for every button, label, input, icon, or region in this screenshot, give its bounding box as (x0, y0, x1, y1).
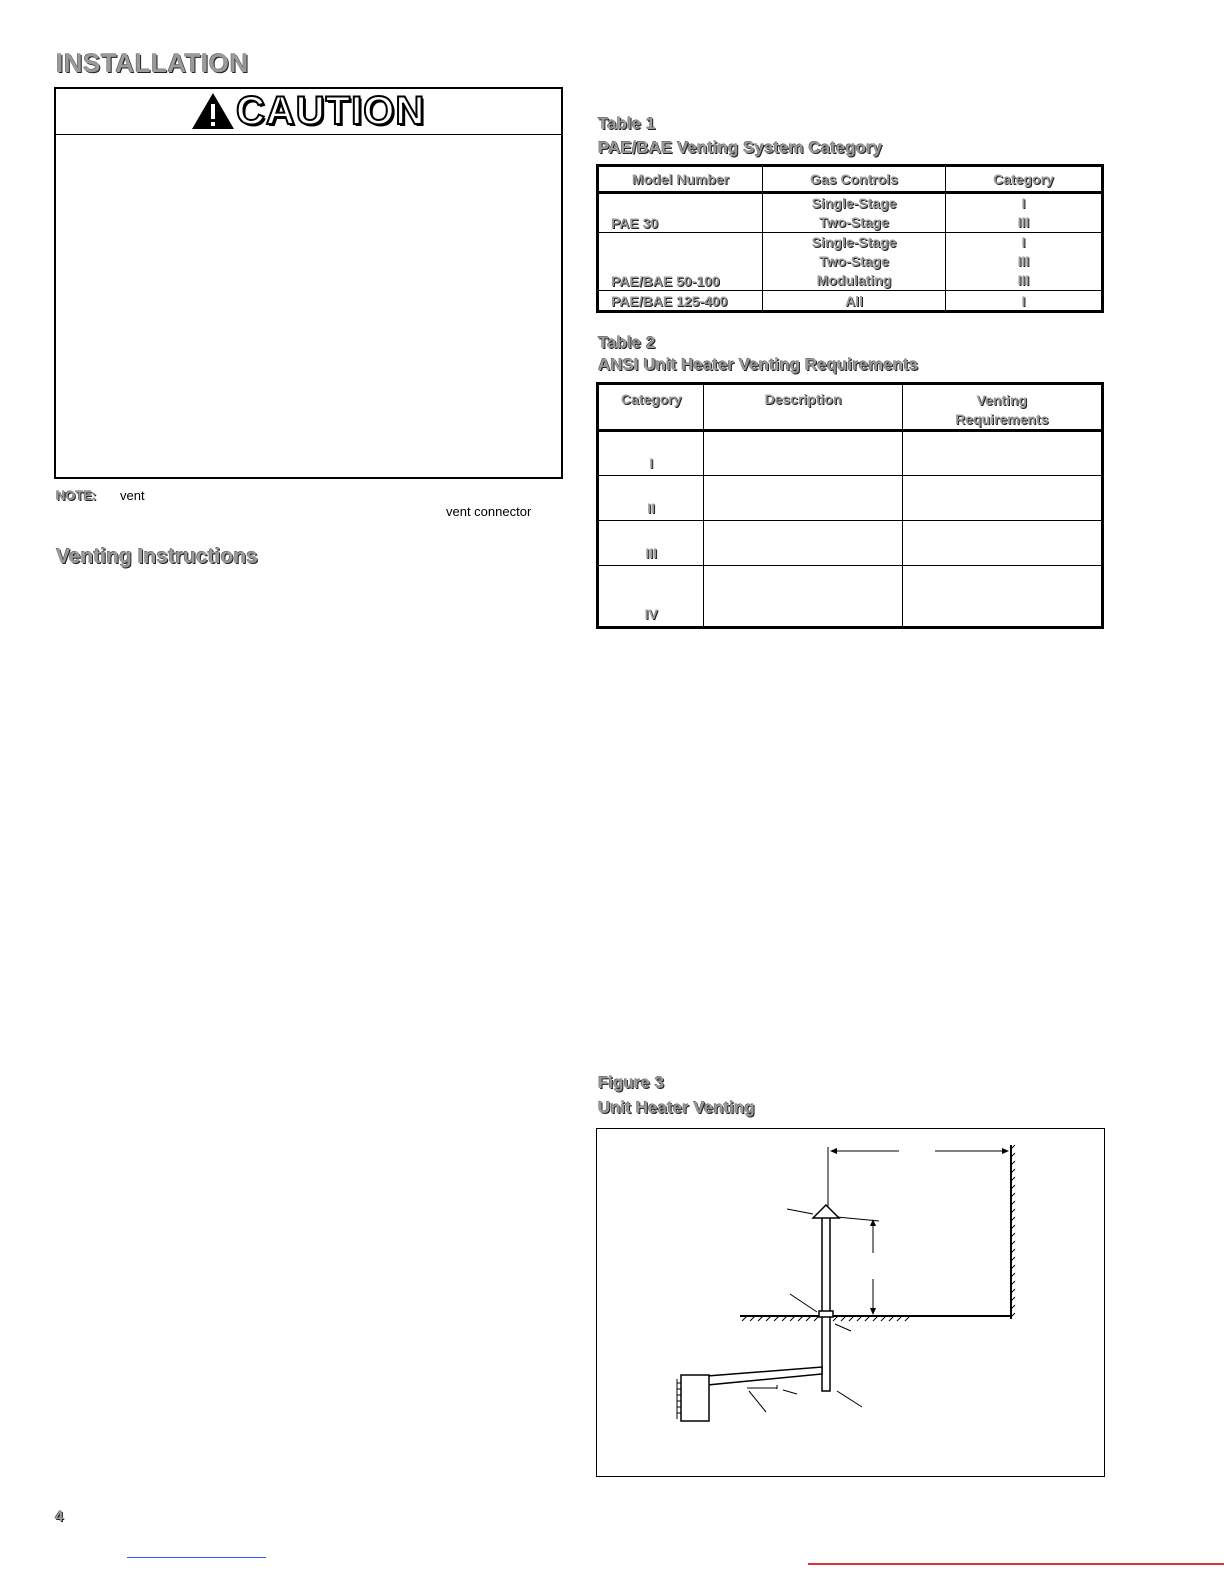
table1-label: Table 1 (598, 114, 656, 133)
figure3-label: Figure 3 (598, 1073, 665, 1092)
table2-header-description: Description (704, 384, 902, 431)
table1-header-model: Model Number (598, 166, 763, 193)
table1-category-cell: III (1017, 214, 1030, 230)
table2-label: Table 2 (598, 333, 656, 352)
table2-description-cell (704, 521, 902, 566)
table1-category-cell: I (1021, 234, 1026, 250)
table2-header-category: Category (598, 384, 704, 431)
table2-description-cell (704, 476, 902, 521)
footer-blue-rule (127, 1557, 266, 1558)
table2-venting-cell (902, 431, 1102, 476)
table1-header-controls: Gas Controls (763, 166, 946, 193)
table1-control-cell: Two-Stage (819, 214, 889, 230)
table1-category-cell: III (1017, 253, 1030, 269)
table2-venting-cell (902, 566, 1102, 628)
table1-control-cell: All (763, 291, 946, 312)
table2-category-cell: III (598, 521, 704, 566)
table2-category-cell: I (598, 431, 704, 476)
table2-category-cell: II (598, 476, 704, 521)
table2-description-cell (704, 566, 902, 628)
table-row (598, 431, 1103, 476)
table1-control-cell: Two-Stage (819, 253, 889, 269)
note-vent-text: vent (120, 488, 145, 503)
table2-category-cell: IV (598, 566, 704, 628)
table2-header-venting: Venting Requirements (955, 392, 1049, 427)
figure3-diagram (596, 1128, 1105, 1477)
table1-header-category: Category (993, 171, 1054, 187)
venting-instructions-heading: Venting Instructions (56, 545, 258, 568)
table1-category-cell: I (1021, 195, 1026, 211)
table2 (596, 382, 1104, 629)
table2-description-cell (704, 431, 902, 476)
table1-category-cell: III (1017, 272, 1030, 288)
table1-model-cell: PAE/BAE 50-100 (598, 233, 763, 291)
table2-venting-cell (902, 476, 1102, 521)
table1-model-cell: PAE 30 (598, 193, 763, 233)
unit-heater-venting-drawing (597, 1129, 1104, 1476)
table1-control-cell: Single-Stage (811, 195, 897, 211)
table1-control-cell: Single-Stage (811, 234, 897, 250)
table2-venting-cell (902, 521, 1102, 566)
table-row (598, 291, 1103, 312)
table2-title: ANSI Unit Heater Venting Requirements (598, 355, 919, 374)
table1-title: PAE/BAE Venting System Category (598, 138, 883, 157)
caution-box (54, 87, 563, 479)
table-row (598, 521, 1103, 566)
caution-banner (56, 89, 561, 135)
footer-red-rule (808, 1563, 1224, 1565)
table-row (598, 193, 1103, 233)
caution-word: CAUTION (236, 89, 426, 133)
table1-model-cell: PAE/BAE 125-400 (598, 291, 763, 312)
table1-control-cell: Modulating (816, 272, 892, 288)
table1-category-cell: I (1021, 292, 1026, 309)
figure3-title: Unit Heater Venting (598, 1098, 755, 1117)
table-row (598, 476, 1103, 521)
table-row (598, 233, 1103, 291)
table1 (596, 164, 1104, 313)
page-number: 4 (55, 1508, 64, 1525)
note-vent-connector-text: vent connector (446, 504, 532, 519)
table-row (598, 566, 1103, 628)
note-label: NOTE: (56, 488, 97, 503)
warning-triangle-icon (190, 91, 236, 131)
page-title: INSTALLATION (56, 48, 249, 78)
